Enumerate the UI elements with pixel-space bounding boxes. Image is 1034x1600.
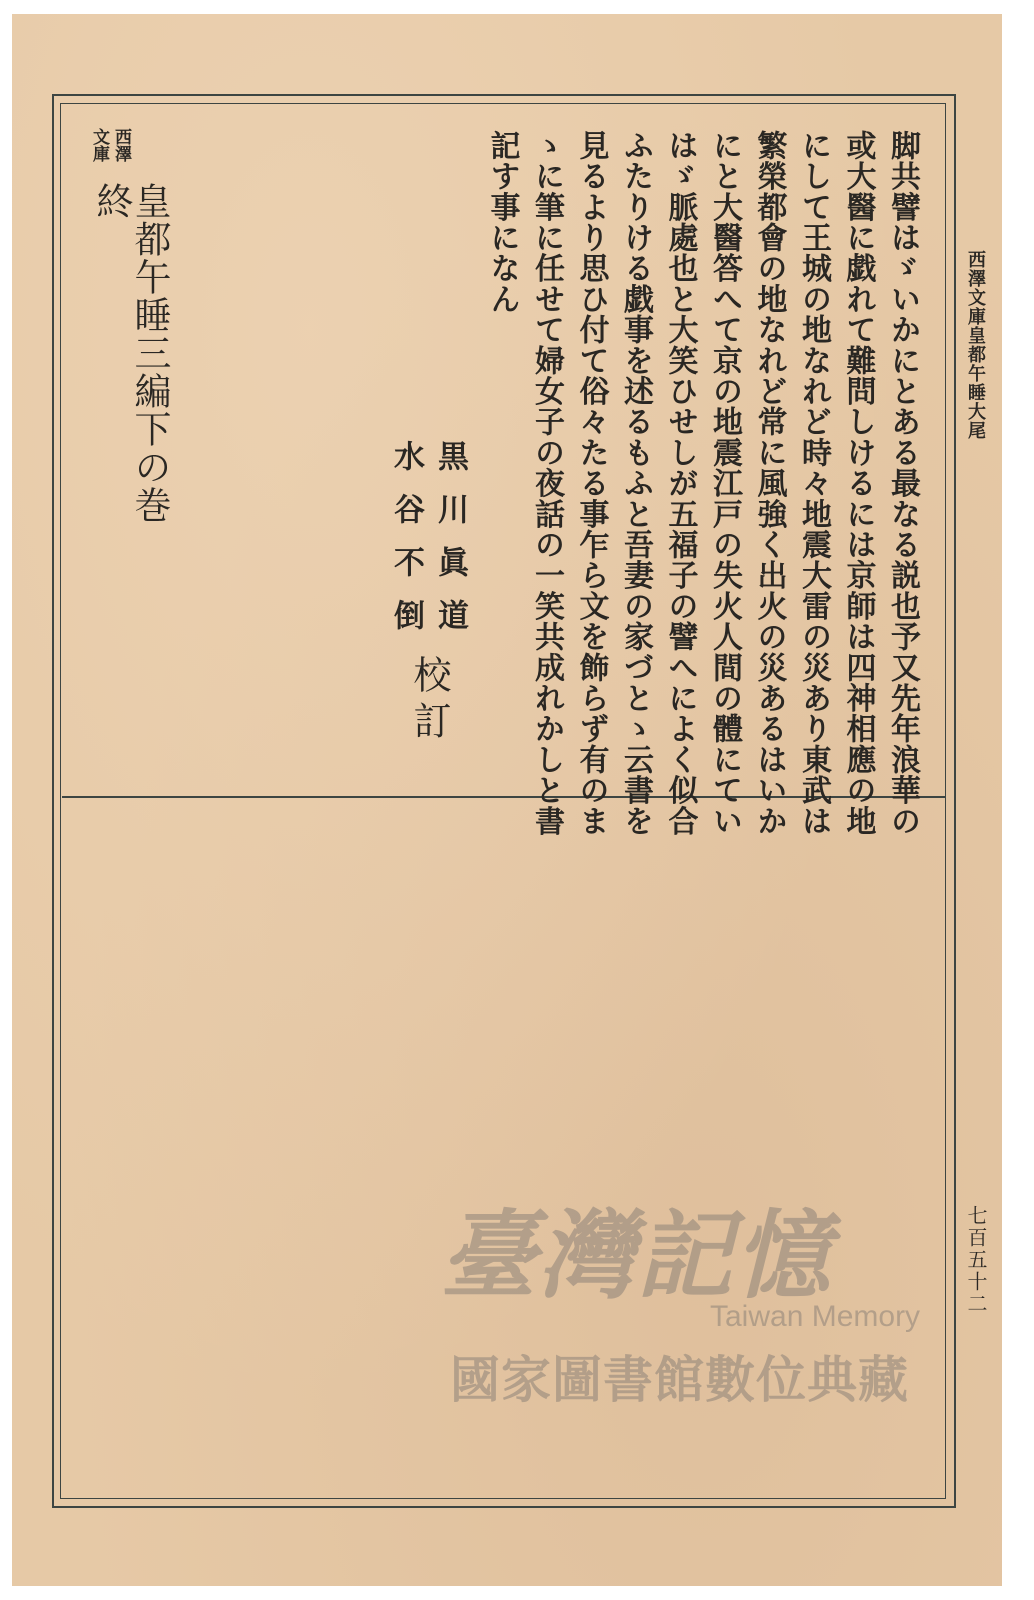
page-number: 七百五十二 [964, 1205, 988, 1315]
body-line: 脚共譬はゞいかにとある最なる説也予又先年浪華の [885, 130, 920, 837]
body-text [479, 130, 924, 837]
body-line: にと大醫答へて京の地震江戸の失火人間の體にてい [707, 130, 742, 837]
body-line: ゝに筆に任せて婦女子の夜話の一笑共成れかしと書 [529, 130, 564, 837]
body-line: ふたりける戯事を述るもふと吾妻の家づとゝ云書を [618, 130, 653, 837]
running-head: 西澤文庫皇都午睡大尾 [965, 250, 986, 440]
body-line: 或大醫に戯れて難問しけるには京師は四神相應の地 [840, 130, 876, 837]
body-line: 見るより思ひ付て俗々たる事乍ら文を飾らず有のま [573, 130, 609, 837]
watermark-chinese: 國家圖書館數位典藏 [450, 1352, 909, 1408]
watermark-english: Taiwan Memory [710, 1300, 921, 1333]
body-line: 記す事になん [484, 130, 520, 315]
editor-name: 黒川眞道 [432, 440, 468, 652]
body-line: にして王城の地なれど時々地震大雷の災あり東武は [796, 130, 831, 837]
volume-end-title: 皇都午睡三編下の巻終 [90, 182, 171, 524]
editor-name: 水谷不倒 [388, 440, 424, 652]
editor-role: 校訂 [407, 655, 451, 747]
colophon [88, 128, 171, 548]
watermark-calligraphy: 臺灣記憶 [440, 1199, 832, 1312]
series-name-part: 西澤 [111, 128, 131, 162]
body-line: 繁榮都會の地なれど常に風強く出火の災あるはいか [751, 130, 787, 837]
library-watermark [440, 1180, 960, 1440]
editor-credits [380, 440, 470, 780]
series-name-part: 文庫 [89, 128, 109, 162]
series-name [88, 128, 132, 184]
body-line: はゞ脈處也と大笑ひせしが五福子の譬へによく似合 [662, 130, 698, 837]
